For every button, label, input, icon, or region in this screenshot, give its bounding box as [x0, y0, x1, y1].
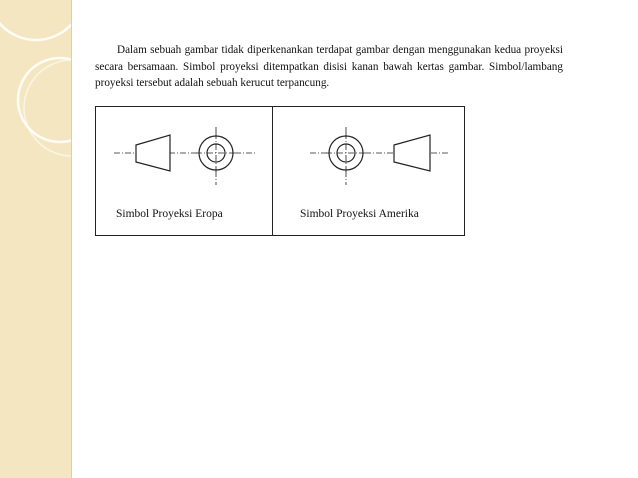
europe-projection-cell [96, 107, 273, 235]
europe-caption: Simbol Proyeksi Eropa [116, 208, 223, 220]
frustum-side-view [136, 135, 170, 171]
decorative-rings [0, 0, 71, 478]
frustum-side-view [394, 135, 430, 171]
projection-paragraph: Dalam sebuah gambar tidak diperkenankan terdapat gambar dengan menggunakan kedua proyeksi secara bersamaan. Simbol proyeksi ditempatkan disisi kanan bawah kertas gambar. Simbol/lambang proyeksi tersebut adalah sebuah kerucut terpancung. [95, 44, 563, 89]
projection-symbol-table [95, 106, 465, 236]
ring-middle [18, 58, 71, 142]
ring-top [0, 0, 71, 40]
america-projection-cell [272, 107, 464, 235]
america-caption: Simbol Proyeksi Amerika [300, 208, 419, 220]
decorative-sidebar [0, 0, 72, 478]
